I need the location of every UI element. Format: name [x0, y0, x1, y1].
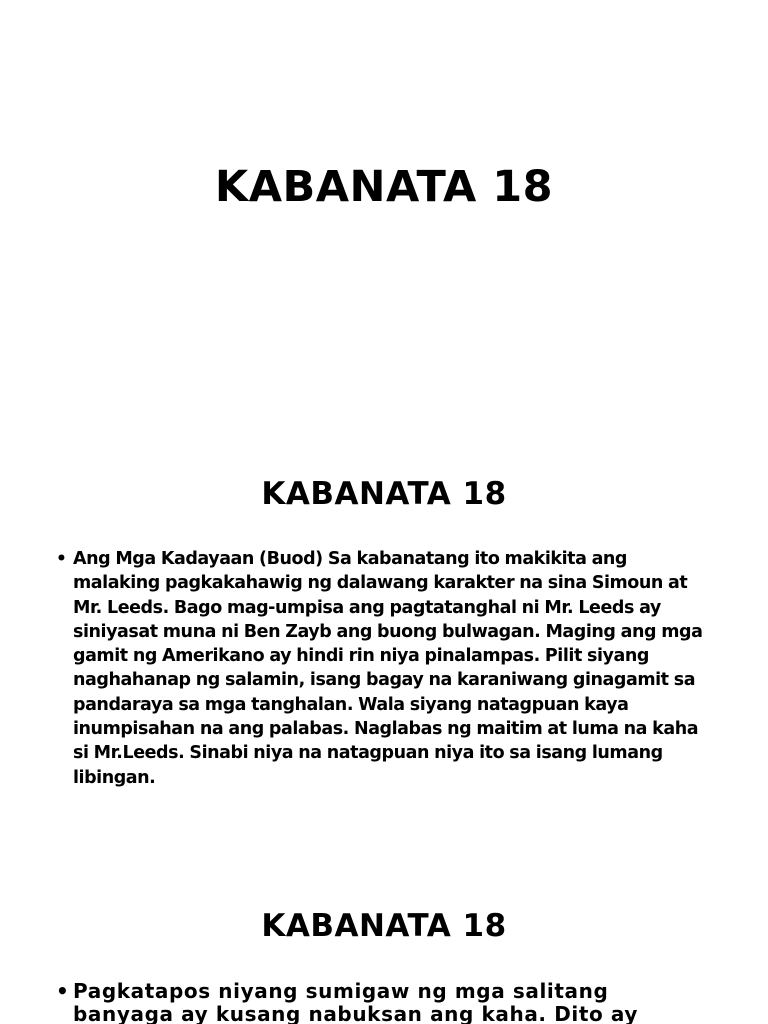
bullet-icon: • — [56, 549, 67, 569]
continuation-bullet-list — [56, 980, 716, 1024]
continuation-bullet-text: Pagkatapos niyang sumigaw ng mga salitang banyaga ay kusang nabuksan ang kaha. Dito ay — [73, 979, 639, 1024]
summary-bullet-list — [56, 547, 716, 790]
summary-bullet-item — [56, 547, 716, 790]
slide-title — [0, 0, 768, 400]
bullet-icon: • — [56, 979, 70, 1003]
slide-continuation — [0, 864, 768, 1024]
summary-bullet-text: Ang Mga Kadayaan (Buod) Sa kabanatang ito makikita ang malaking pagkakahawig ng dalawang karakter na sina Simoun at Mr. Leeds. Bago mag-umpisa ang pagtatanghal ni Mr. Leeds ay siniyasat muna ni Ben Zayb ang buong bulwagan. Maging ang mga gamit ng Amerikano ay hindi rin niya pinalampas. Pilit siyang naghahanap ng salamin, isang bagay na karaniwang ginagamit sa pandaraya sa mga tanghalan. Wala siyang natagpuan kaya inumpisahan na ang palabas. Naglabas ng maitim at luma na kaha si Mr.Leeds. Sinabi niya na natagpuan niya ito sa isang lumang libingan. — [73, 549, 703, 788]
slide-summary-heading: KABANATA 18 — [261, 476, 507, 512]
slide-summary — [0, 432, 768, 832]
slide-continuation-heading: KABANATA 18 — [261, 908, 507, 944]
continuation-bullet-item — [56, 980, 716, 1024]
slide-title-heading: KABANATA 18 — [214, 162, 554, 212]
